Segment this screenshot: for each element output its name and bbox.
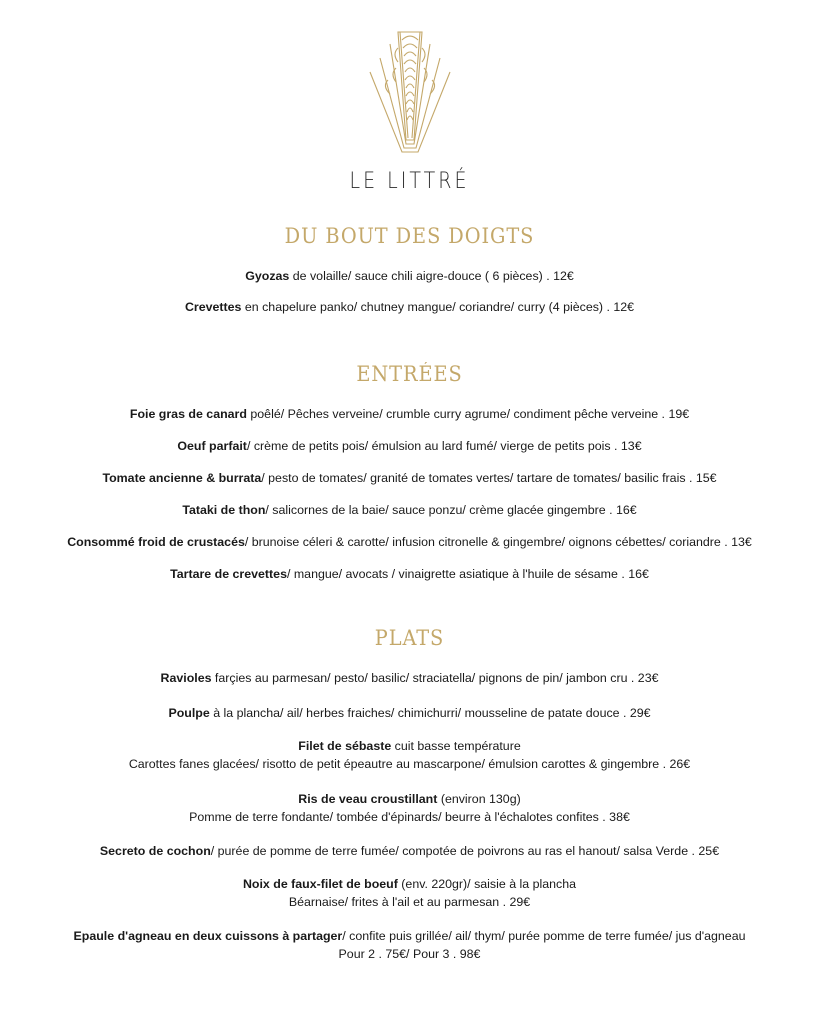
menu-item: Tataki de thon/ salicornes de la baie/ sauce ponzu/ crème glacée gingembre . 16€ <box>182 503 637 517</box>
menu-item: Crevettes en chapelure panko/ chutney mangue/ coriandre/ curry (4 pièces) . 12€ <box>184 300 635 314</box>
art-deco-logo-icon <box>362 28 458 156</box>
menu-item: Secreto de cochon/ purée de pomme de terre fumée/ compotée de poivrons au ras el hanout/ salsa Verde . 25€ <box>99 844 720 858</box>
section-title-plats: PLATS <box>374 626 445 650</box>
menu-item: Oeuf parfait/ crème de petits pois/ émulsion au lard fumé/ vierge de petits pois . 13€ <box>177 439 642 453</box>
menu-item: Foie gras de canard poêlé/ Pêches verveine/ crumble curry agrume/ condiment pêche verveine . 19€ <box>129 407 690 421</box>
menu-item: Epaule d'agneau en deux cuissons à partager/ confite puis grillée/ ail/ thym/ purée pomme de terre fumée/ jus d'agneau Pour 2 . 75€/ Pour 3 . 98€ <box>73 929 746 961</box>
menu-item: Ris de veau croustillant (environ 130g) Pomme de terre fondante/ tombée d'épinards/ beurre à l'échalotes confites . 38€ <box>189 792 630 824</box>
menu-item: Gyozas de volaille/ sauce chili aigre-douce ( 6 pièces) . 12€ <box>245 269 574 283</box>
section-title-bout: DU BOUT DES DOIGTS <box>284 224 535 248</box>
logo <box>0 28 819 192</box>
menu-item: Filet de sébaste cuit basse température Carottes fanes glacées/ risotto de petit épeautre au mascarpone/ émulsion carottes & gingembre . 26€ <box>128 739 691 771</box>
menu-item: Tomate ancienne & burrata/ pesto de tomates/ granité de tomates vertes/ tartare de tomates/ basilic frais . 15€ <box>102 471 717 485</box>
menu-item: Noix de faux-filet de boeuf (env. 220gr)/ saisie à la plancha Béarnaise/ frites à l'ail et au parmesan . 29€ <box>242 877 577 909</box>
menu-item: Tartare de crevettes/ mangue/ avocats / vinaigrette asiatique à l'huile de sésame . 16€ <box>170 567 649 581</box>
menu-item: Ravioles farçies au parmesan/ pesto/ basilic/ straciatella/ pignons de pin/ jambon cru . 23€ <box>160 671 659 685</box>
section-title-entrees: ENTRÉES <box>356 362 463 386</box>
menu-item: Poulpe à la plancha/ ail/ herbes fraiches/ chimichurri/ mousseline de patate douce . 29€ <box>168 706 651 720</box>
menu-item: Consommé froid de crustacés/ brunoise céleri & carotte/ infusion citronelle & gingembre/ oignons cébettes/ coriandre . 13€ <box>67 535 752 549</box>
brand-name: LE LITTRÉ <box>349 168 470 194</box>
